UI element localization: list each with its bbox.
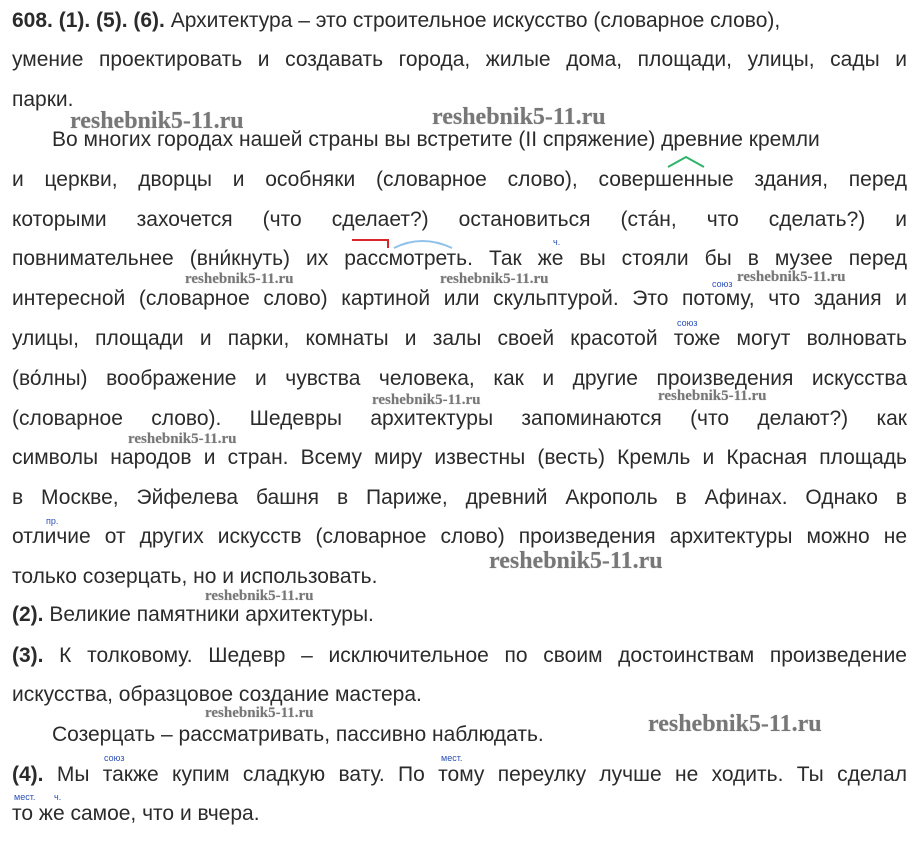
exercise-line-8: интересной (словарное слово) картиной или скульптурой. Это потому, что здания и <box>12 287 907 310</box>
task-4-line-1 <box>12 760 907 790</box>
text-line-15 <box>12 562 907 592</box>
exercise-line-1: Архитектура – это строительное искусство (словарное слово), <box>170 9 781 32</box>
watermark-10: reshebnik5-11.ru <box>205 588 314 604</box>
task-3-line-2 <box>12 680 907 710</box>
annotation-ch-2: ч. <box>54 792 62 802</box>
prefix-mark <box>352 240 388 248</box>
watermark-3: reshebnik5-11.ru <box>185 271 294 287</box>
annotation-mest-2: мест. <box>14 792 36 802</box>
task-3-line-1 <box>12 641 907 671</box>
watermark-4: reshebnik5-11.ru <box>440 271 549 287</box>
prefix-root-marks <box>350 236 460 252</box>
text-line-2 <box>12 45 907 75</box>
watermark-1: reshebnik5-11.ru <box>70 108 244 134</box>
task-4-label: (4). <box>12 763 44 786</box>
annotation-soyuz-3: союз <box>104 753 125 763</box>
watermark-6: reshebnik5-11.ru <box>372 392 481 408</box>
task-4-text-2: то же самое, что и вчера. <box>12 802 260 825</box>
task-2-label: (2). <box>12 603 44 626</box>
exercise-line-6: которыми захочется (что сделает?) остановиться (стáн, что сделать?) и <box>12 208 907 231</box>
watermark-5: reshebnik5-11.ru <box>737 269 846 285</box>
watermark-7: reshebnik5-11.ru <box>658 388 767 404</box>
task-3-label: (3). <box>12 644 44 667</box>
watermark-12: reshebnik5-11.ru <box>648 711 822 737</box>
exercise-line-13: в Москве, Эйфелева башня в Париже, древний Акрополь в Афинах. Однако в <box>12 486 907 509</box>
exercise-number: 608. <box>12 9 53 32</box>
task-4-line-2 <box>12 799 907 829</box>
exercise-line-5: и церкви, дворцы и особняки (словарное слово), совершенные здания, перед <box>12 168 907 191</box>
text-line-1 <box>12 6 907 36</box>
exercise-line-7: повнимательнее (вни́кнуть) их рассмотреть. Так же вы стояли бы в музее перед <box>12 247 907 270</box>
exercise-line-12: символы народов и стран. Всему миру известны (весть) Кремль и Красная площадь <box>12 446 907 469</box>
exercise-line-11: (словарное слово). Шедевры архитектуры запоминаются (что делают?) как <box>12 407 907 430</box>
text-line-13 <box>12 483 907 513</box>
suffix-arc-mark <box>666 155 706 169</box>
task-3-text-2: искусства, образцовое создание мастера. <box>12 683 422 706</box>
text-line-5 <box>12 165 907 195</box>
exercise-line-14: отличие от других искусств (словарное слово) произведения архитектуры можно не <box>12 525 907 548</box>
task-3-text-1: К толковому. Шедевр – исключительное по своим достоинствам произведение <box>59 644 907 667</box>
watermark-9: reshebnik5-11.ru <box>489 548 663 574</box>
exercise-tasks-header: (1). (5). (6). <box>58 9 165 32</box>
annotation-mest-1: мест. <box>441 753 463 763</box>
exercise-line-10: (во́лны) воображение и чувства человека, как и другие произведения искусства <box>12 367 907 390</box>
root-arc-mark <box>394 241 452 248</box>
exercise-line-3: парки. <box>12 88 74 111</box>
annotation-pr: пр. <box>46 516 59 526</box>
annotation-ch-1: ч. <box>553 237 561 247</box>
text-line-10 <box>12 364 907 394</box>
text-line-6 <box>12 205 907 235</box>
task-2-line <box>12 600 907 630</box>
annotation-soyuz-1: союз <box>712 279 733 289</box>
task-2-text: Великие памятники архитектуры. <box>49 603 374 626</box>
text-line-8 <box>12 284 907 314</box>
task-3-text-3: Созерцать – рассматривать, пассивно наблюдать. <box>52 723 544 746</box>
watermark-8: reshebnik5-11.ru <box>128 431 237 447</box>
exercise-line-9: улицы, площади и парки, комнаты и залы своей красотой тоже могут волновать <box>12 327 907 350</box>
text-line-14 <box>12 522 907 552</box>
text-line-9 <box>12 324 907 354</box>
annotation-soyuz-2: союз <box>677 318 698 328</box>
exercise-line-15: только созерцать, но и использовать. <box>12 565 378 588</box>
watermark-2: reshebnik5-11.ru <box>432 104 606 130</box>
task-4-text-1: Мы также купим сладкую вату. По тому переулку лучше не ходить. Ты сделал <box>56 763 907 786</box>
watermark-11: reshebnik5-11.ru <box>205 705 314 721</box>
exercise-line-2: умение проектировать и создавать города, жилые дома, площади, улицы, сады и <box>12 48 907 71</box>
exercise-line-4: Во многих городах нашей страны вы встретите (II спряжение) древние кремли <box>52 128 820 151</box>
